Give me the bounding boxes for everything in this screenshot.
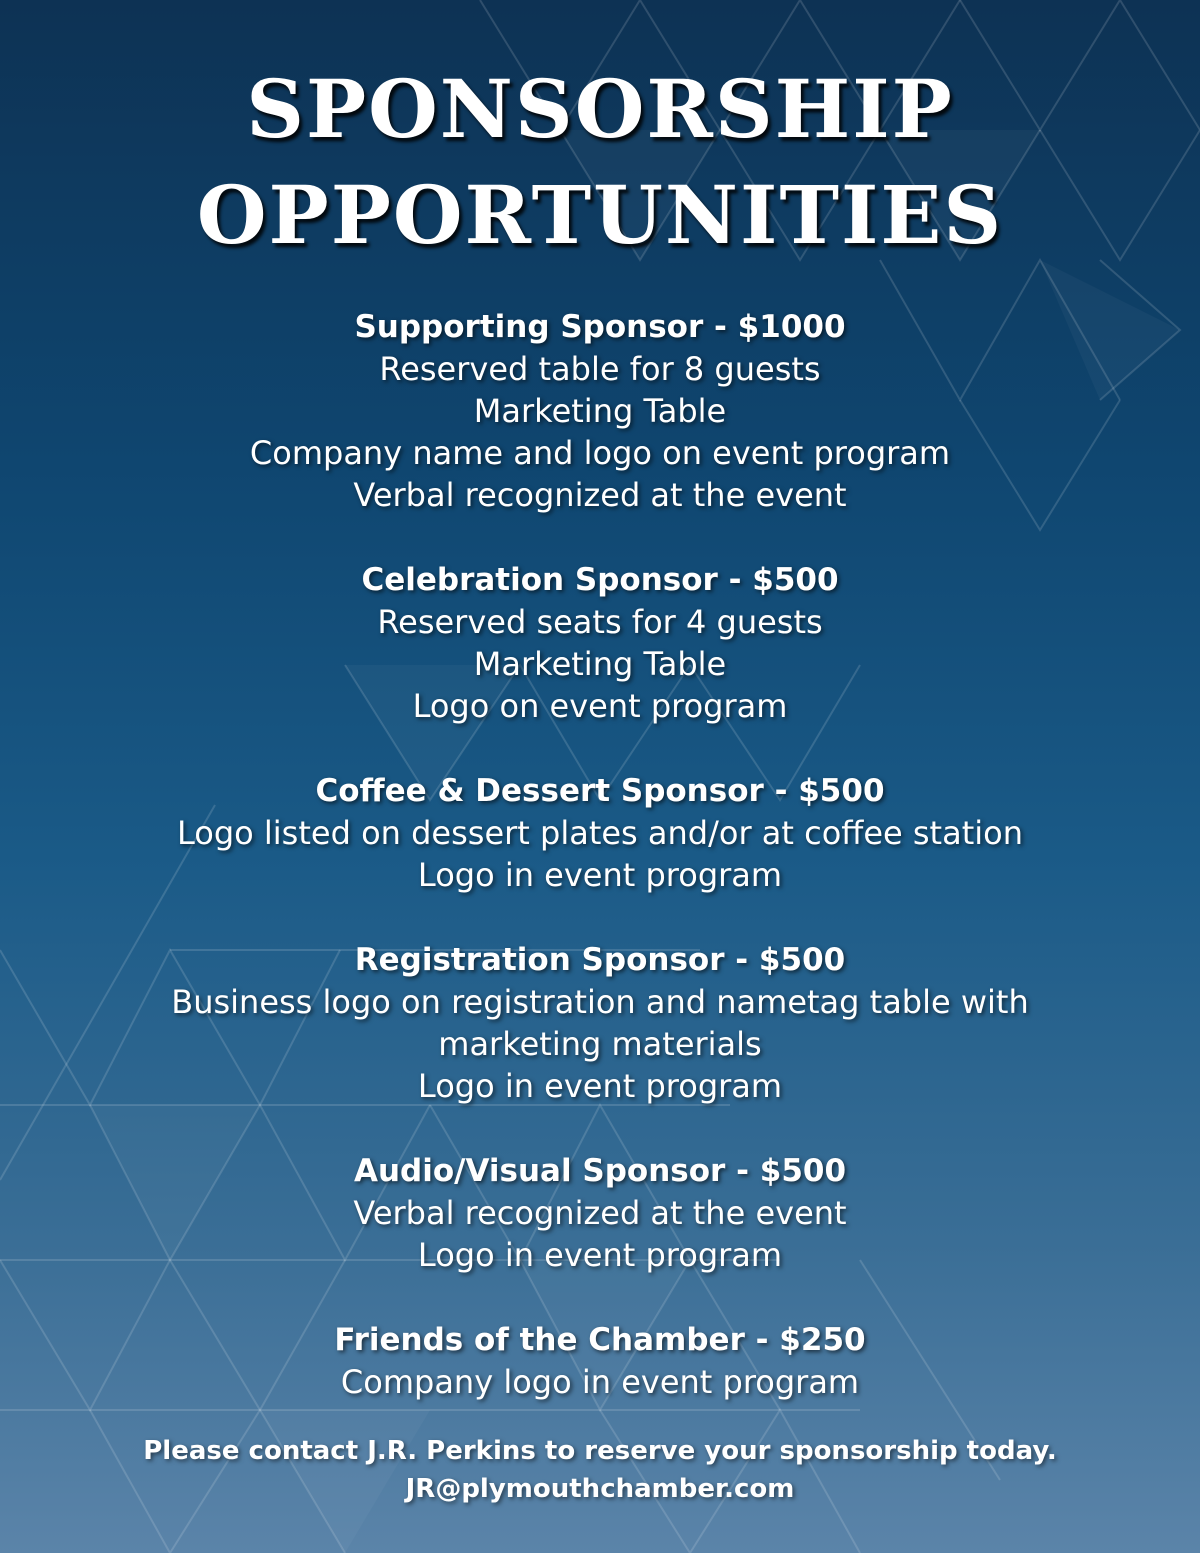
contact-text: Please contact J.R. Perkins to reserve your sponsorship today.: [143, 1436, 1057, 1466]
tier-heading: Audio/Visual Sponsor - $500: [353, 1153, 847, 1189]
tier-benefit: Company logo in event program: [340, 1363, 860, 1401]
tier-benefit: Reserved table for 8 guests: [379, 350, 821, 388]
tier-friends-of-the-chamber: [0, 1319, 1200, 1403]
tier-benefit: Business logo on registration and nametag table with: [171, 983, 1029, 1021]
tier-benefit: marketing materials: [438, 1025, 762, 1063]
tier-benefit: Company name and logo on event program: [249, 434, 951, 472]
tier-benefit: Marketing Table: [473, 392, 727, 430]
tier-coffee-dessert-sponsor: [0, 770, 1200, 896]
tier-heading: Friends of the Chamber - $250: [334, 1322, 866, 1358]
tier-benefit: Verbal recognized at the event: [353, 476, 847, 514]
tier-benefit: Logo on event program: [412, 687, 788, 725]
tier-benefit: Logo in event program: [417, 1236, 783, 1274]
tier-audio-visual-sponsor: [0, 1150, 1200, 1276]
tier-benefit: Logo in event program: [417, 856, 783, 894]
tier-benefit: Logo in event program: [417, 1067, 783, 1105]
tier-registration-sponsor: [0, 939, 1200, 1107]
tier-benefit: Verbal recognized at the event: [353, 1194, 847, 1232]
tier-benefit: Marketing Table: [473, 645, 727, 683]
contact-email: JR@plymouthchamber.com: [405, 1474, 795, 1504]
sponsorship-tier-list: [0, 306, 1200, 1403]
title-line-2: OPPORTUNITIES: [196, 168, 1004, 262]
tier-supporting-sponsor: [0, 306, 1200, 516]
tier-heading: Celebration Sponsor - $500: [361, 562, 839, 598]
page-title: [0, 0, 1200, 268]
tier-celebration-sponsor: [0, 559, 1200, 727]
title-line-1: SPONSORSHIP: [246, 62, 954, 156]
tier-benefit: Reserved seats for 4 guests: [377, 603, 823, 641]
tier-heading: Registration Sponsor - $500: [354, 942, 846, 978]
tier-heading: Coffee & Dessert Sponsor - $500: [315, 773, 885, 809]
contact-footer: [0, 1432, 1200, 1508]
tier-benefit: Logo listed on dessert plates and/or at coffee station: [176, 814, 1023, 852]
tier-heading: Supporting Sponsor - $1000: [354, 309, 846, 345]
